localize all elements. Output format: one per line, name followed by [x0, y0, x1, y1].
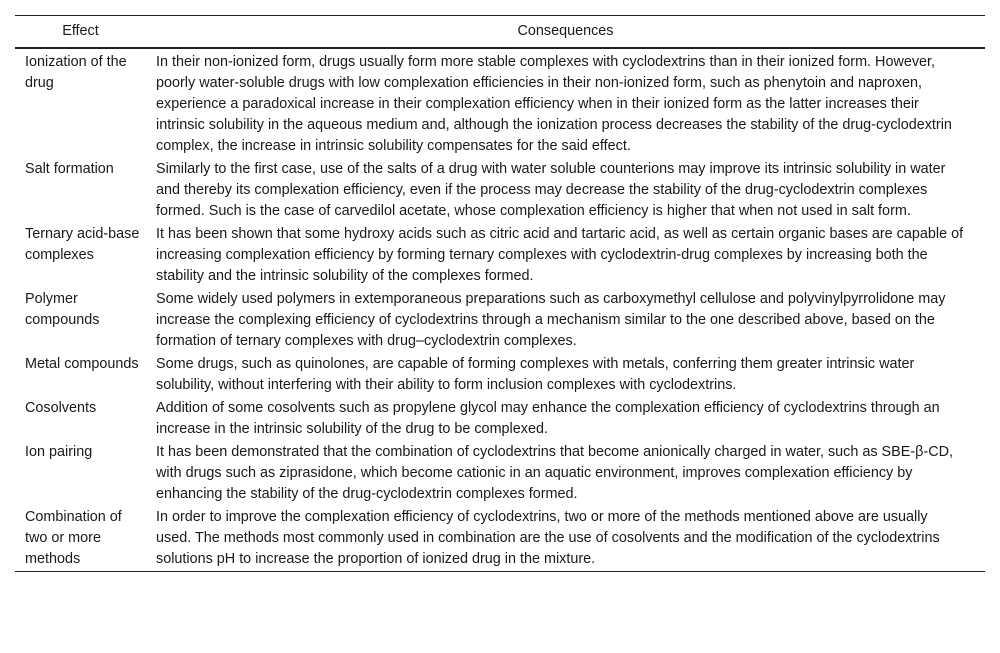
effects-table	[15, 15, 985, 572]
effect-cell: Combination of two or more methods	[15, 506, 146, 572]
header-row	[15, 16, 985, 48]
consequences-cell: In their non-ionized form, drugs usually form more stable complexes with cyclodextrins than in their ionized form. However, poorly water-soluble drugs with low complexation efficiencies in their non-ionized form, such as phenytoin and naproxen, experience a paradoxical increase in their complexation efficiency when in their ionized form as the latter increases their intrinsic solubility in the aqueous medium and, although the ionization process decreases the stability of the drug-cyclodextrin complex, the increase in intrinsic solubility compensates for the said effect.	[156, 53, 952, 154]
table-row	[15, 158, 985, 223]
consequences-cell: In order to improve the complexation efficiency of cyclodextrins, two or more of the methods mentioned above are usually used. The methods most commonly used in combination are the use of cosolvents and the modification of the cyclodextrins solutions pH to increase the proportion of ionized drug in the mixture.	[146, 506, 985, 572]
effect-cell: Salt formation	[25, 160, 114, 177]
effect-cell: Ternary acid-base complexes	[25, 225, 140, 263]
table-body	[15, 48, 985, 572]
table-row	[15, 397, 985, 441]
consequences-cell: Similarly to the first case, use of the salts of a drug with water soluble counterions may improve its intrinsic solubility in water and thereby its complexation efficiency, even if the process may decrease the stability of the drug-cyclodextrin complexes formed. Such is the case of carvedilol acetate, whose complexation efficiency is higher that when not used in salt form.	[156, 160, 946, 219]
effect-cell: Cosolvents	[25, 399, 97, 416]
table-header	[15, 16, 985, 48]
consequences-cell: Some widely used polymers in extemporaneous preparations such as carboxymethyl cellulose and polyvinylpyrrolidone may increase the complexing efficiency of cyclodextrins through a mechanism similar to the one described above, based on the formation of ternary complexes with drug–cyclodextrin complexes.	[156, 290, 946, 349]
consequences-cell: It has been shown that some hydroxy acids such as citric acid and tartaric acid, as well as certain organic bases are capable of increasing complexation efficiency by forming ternary complexes with cyclodextrin-drug complexes by increasing both the stability and the intrinsic solubility of the complexes formed.	[156, 225, 964, 284]
table-row	[15, 353, 985, 397]
table-row	[15, 223, 985, 288]
consequences-cell: It has been demonstrated that the combination of cyclodextrins that become anionically charged in water, such as SBE-β-CD, with drugs such as ziprasidone, which become cationic in an aquatic environment, improves complexation efficiency by enhancing the stability of the drug-cyclodextrin complexes formed.	[156, 443, 953, 502]
table-row	[15, 441, 985, 506]
table-row	[15, 48, 985, 158]
effect-cell: Metal compounds	[25, 355, 139, 372]
effect-cell: Ion pairing	[25, 443, 93, 460]
effect-cell: Polymer compounds	[25, 290, 100, 328]
table-row	[15, 288, 985, 353]
header-effect: Effect	[15, 16, 146, 48]
consequences-cell: Some drugs, such as quinolones, are capable of forming complexes with metals, conferring them greater intrinsic water solubility, without interfering with their ability to form inclusion complexes with cyclodextrins.	[156, 355, 915, 393]
effect-cell: Ionization of the drug	[25, 53, 127, 91]
table-row	[15, 506, 985, 572]
consequences-cell: Addition of some cosolvents such as propylene glycol may enhance the complexation efficiency of cyclodextrins through an increase in the intrinsic solubility of the drug to be complexed.	[156, 399, 940, 437]
header-consequences: Consequences	[146, 16, 985, 48]
